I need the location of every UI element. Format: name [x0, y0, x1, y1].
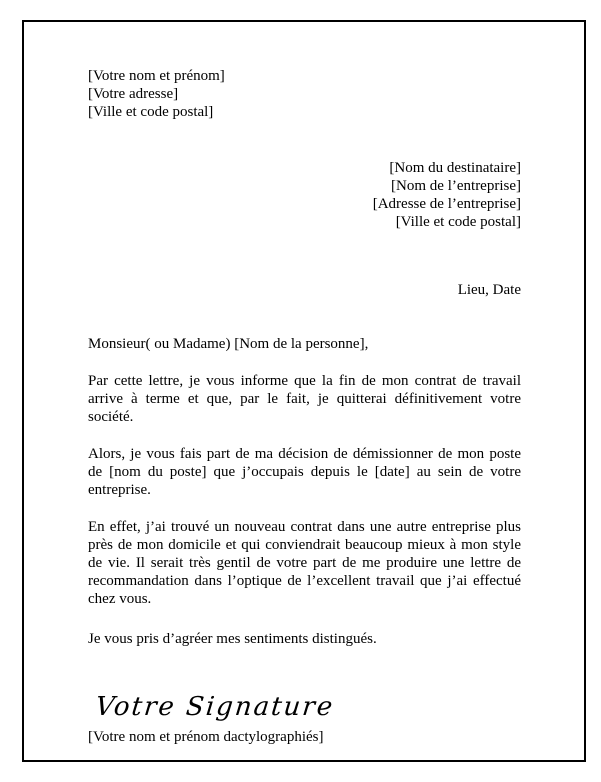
typed-name-line: [Votre nom et prénom dactylographiés]: [88, 729, 324, 745]
sender-address-line: [Votre adresse]: [88, 86, 179, 102]
recipient-city-line: [Ville et code postal]: [395, 214, 521, 230]
salutation-line: Monsieur( ou Madame) [Nom de la personne],: [88, 336, 369, 352]
body-paragraph-2: Alors, je vous fais part de ma décision de démissionner de mon poste de [nom du poste] que j’occupais depuis le [date] au sein de votre entreprise.: [88, 446, 521, 498]
recipient-name-line: [Nom du destinataire]: [389, 160, 521, 176]
closing-line: Je vous pris d’agréer mes sentiments distingués.: [88, 631, 377, 647]
sender-name-line: [Votre nom et prénom]: [88, 68, 225, 84]
letter-page: [22, 20, 586, 762]
sender-block: [88, 67, 521, 121]
recipient-company-line: [Nom de l’entreprise]: [391, 178, 521, 194]
handwritten-signature: Votre Signature: [94, 692, 336, 722]
body-paragraph-3: En effet, j’ai trouvé un nouveau contrat dans une autre entreprise plus près de mon domicile et qui conviendrait beaucoup mieux à mon style de vie. Il serait très gentil de votre part de me produire une lettre de recommandation dans l’optique de l’excellent travail que j’ai effectué chez vous.: [88, 519, 521, 607]
place-date-line: Lieu, Date: [457, 282, 521, 298]
sender-city-line: [Ville et code postal]: [88, 104, 214, 120]
body-paragraph-1: Par cette lettre, je vous informe que la fin de mon contrat de travail arrive à terme et que, par le fait, je quitterai définitivement votre société.: [88, 373, 521, 425]
recipient-block: [88, 159, 521, 231]
recipient-address-line: [Adresse de l’entreprise]: [372, 196, 521, 212]
